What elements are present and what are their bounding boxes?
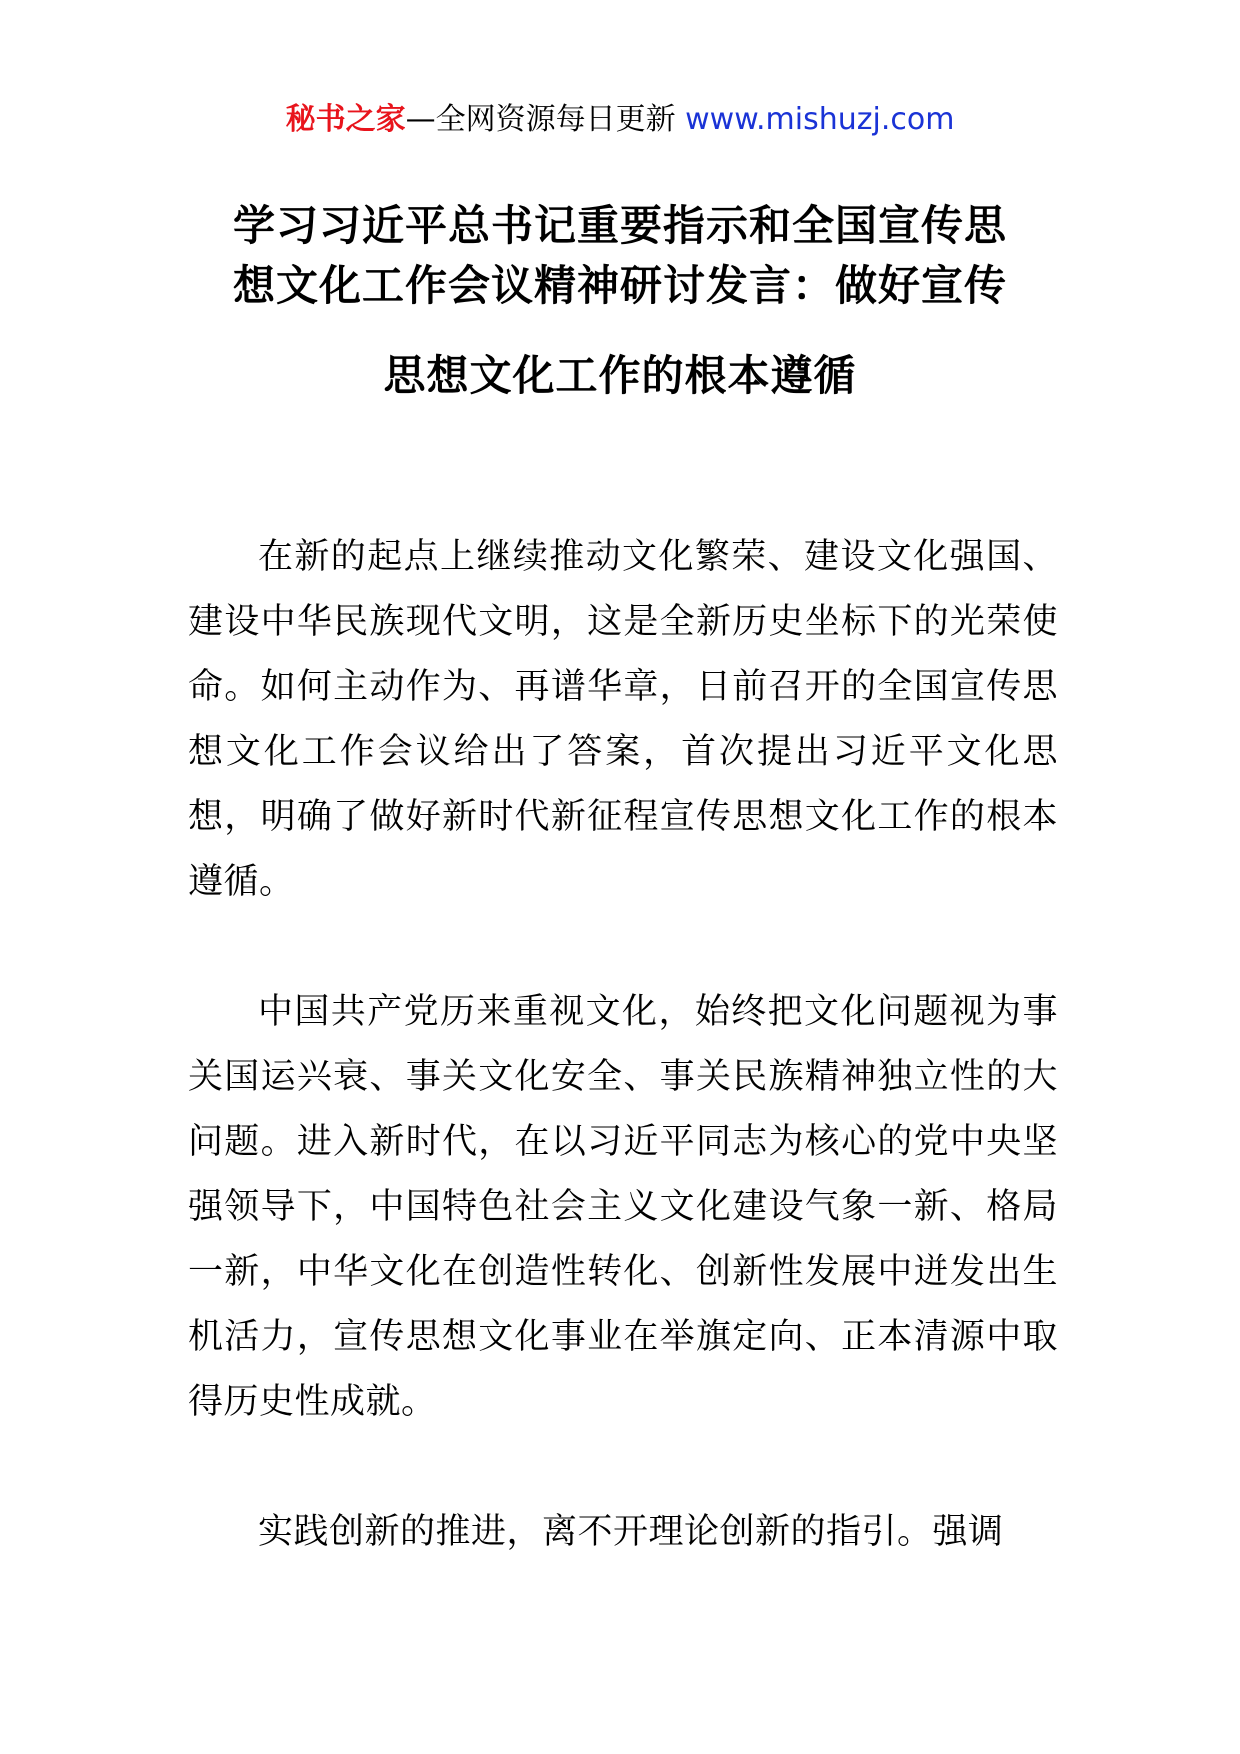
body-paragraph-1: 在新的起点上继续推动文化繁荣、建设文化强国、建设中华民族现代文明，这是全新历史坐标下的光荣使命。如何主动作为、再谱华章，日前召开的全国宣传思想文化工作会议给出了答案，首次提出习近平文化思想，明确了做好新时代新征程宣传思想文化工作的根本遵循。: [188, 537, 1058, 902]
site-url-link[interactable]: www.mishuzj.com: [685, 102, 955, 137]
title-line-3: 思想文化工作的根本遵循: [383, 351, 857, 400]
title-line-1: 学习习近平总书记重要指示和全国宣传思: [232, 201, 1007, 250]
document-title: [180, 196, 1060, 406]
site-tagline: —全网资源每日更新: [405, 102, 676, 137]
body-paragraph-2: 中国共产党历来重视文化，始终把文化问题视为事关国运兴衰、事关文化安全、事关民族精神独立性的大问题。进入新时代，在以习近平同志为核心的党中央坚强领导下，中国特色社会主义文化建设气象一新、格局一新，中华文化在创造性转化、创新性发展中迸发出生机活力，宣传思想文化事业在举旗定向、正本清源中取得历史性成就。: [188, 992, 1058, 1422]
site-header: [0, 100, 1240, 140]
site-brand: 秘书之家: [285, 102, 406, 137]
title-line-2: 想文化工作会议精神研讨发言：做好宣传: [232, 261, 1007, 310]
body-paragraph-3: 实践创新的推进，离不开理论创新的指引。强调: [258, 1512, 1004, 1552]
document-body: [188, 525, 1058, 1630]
